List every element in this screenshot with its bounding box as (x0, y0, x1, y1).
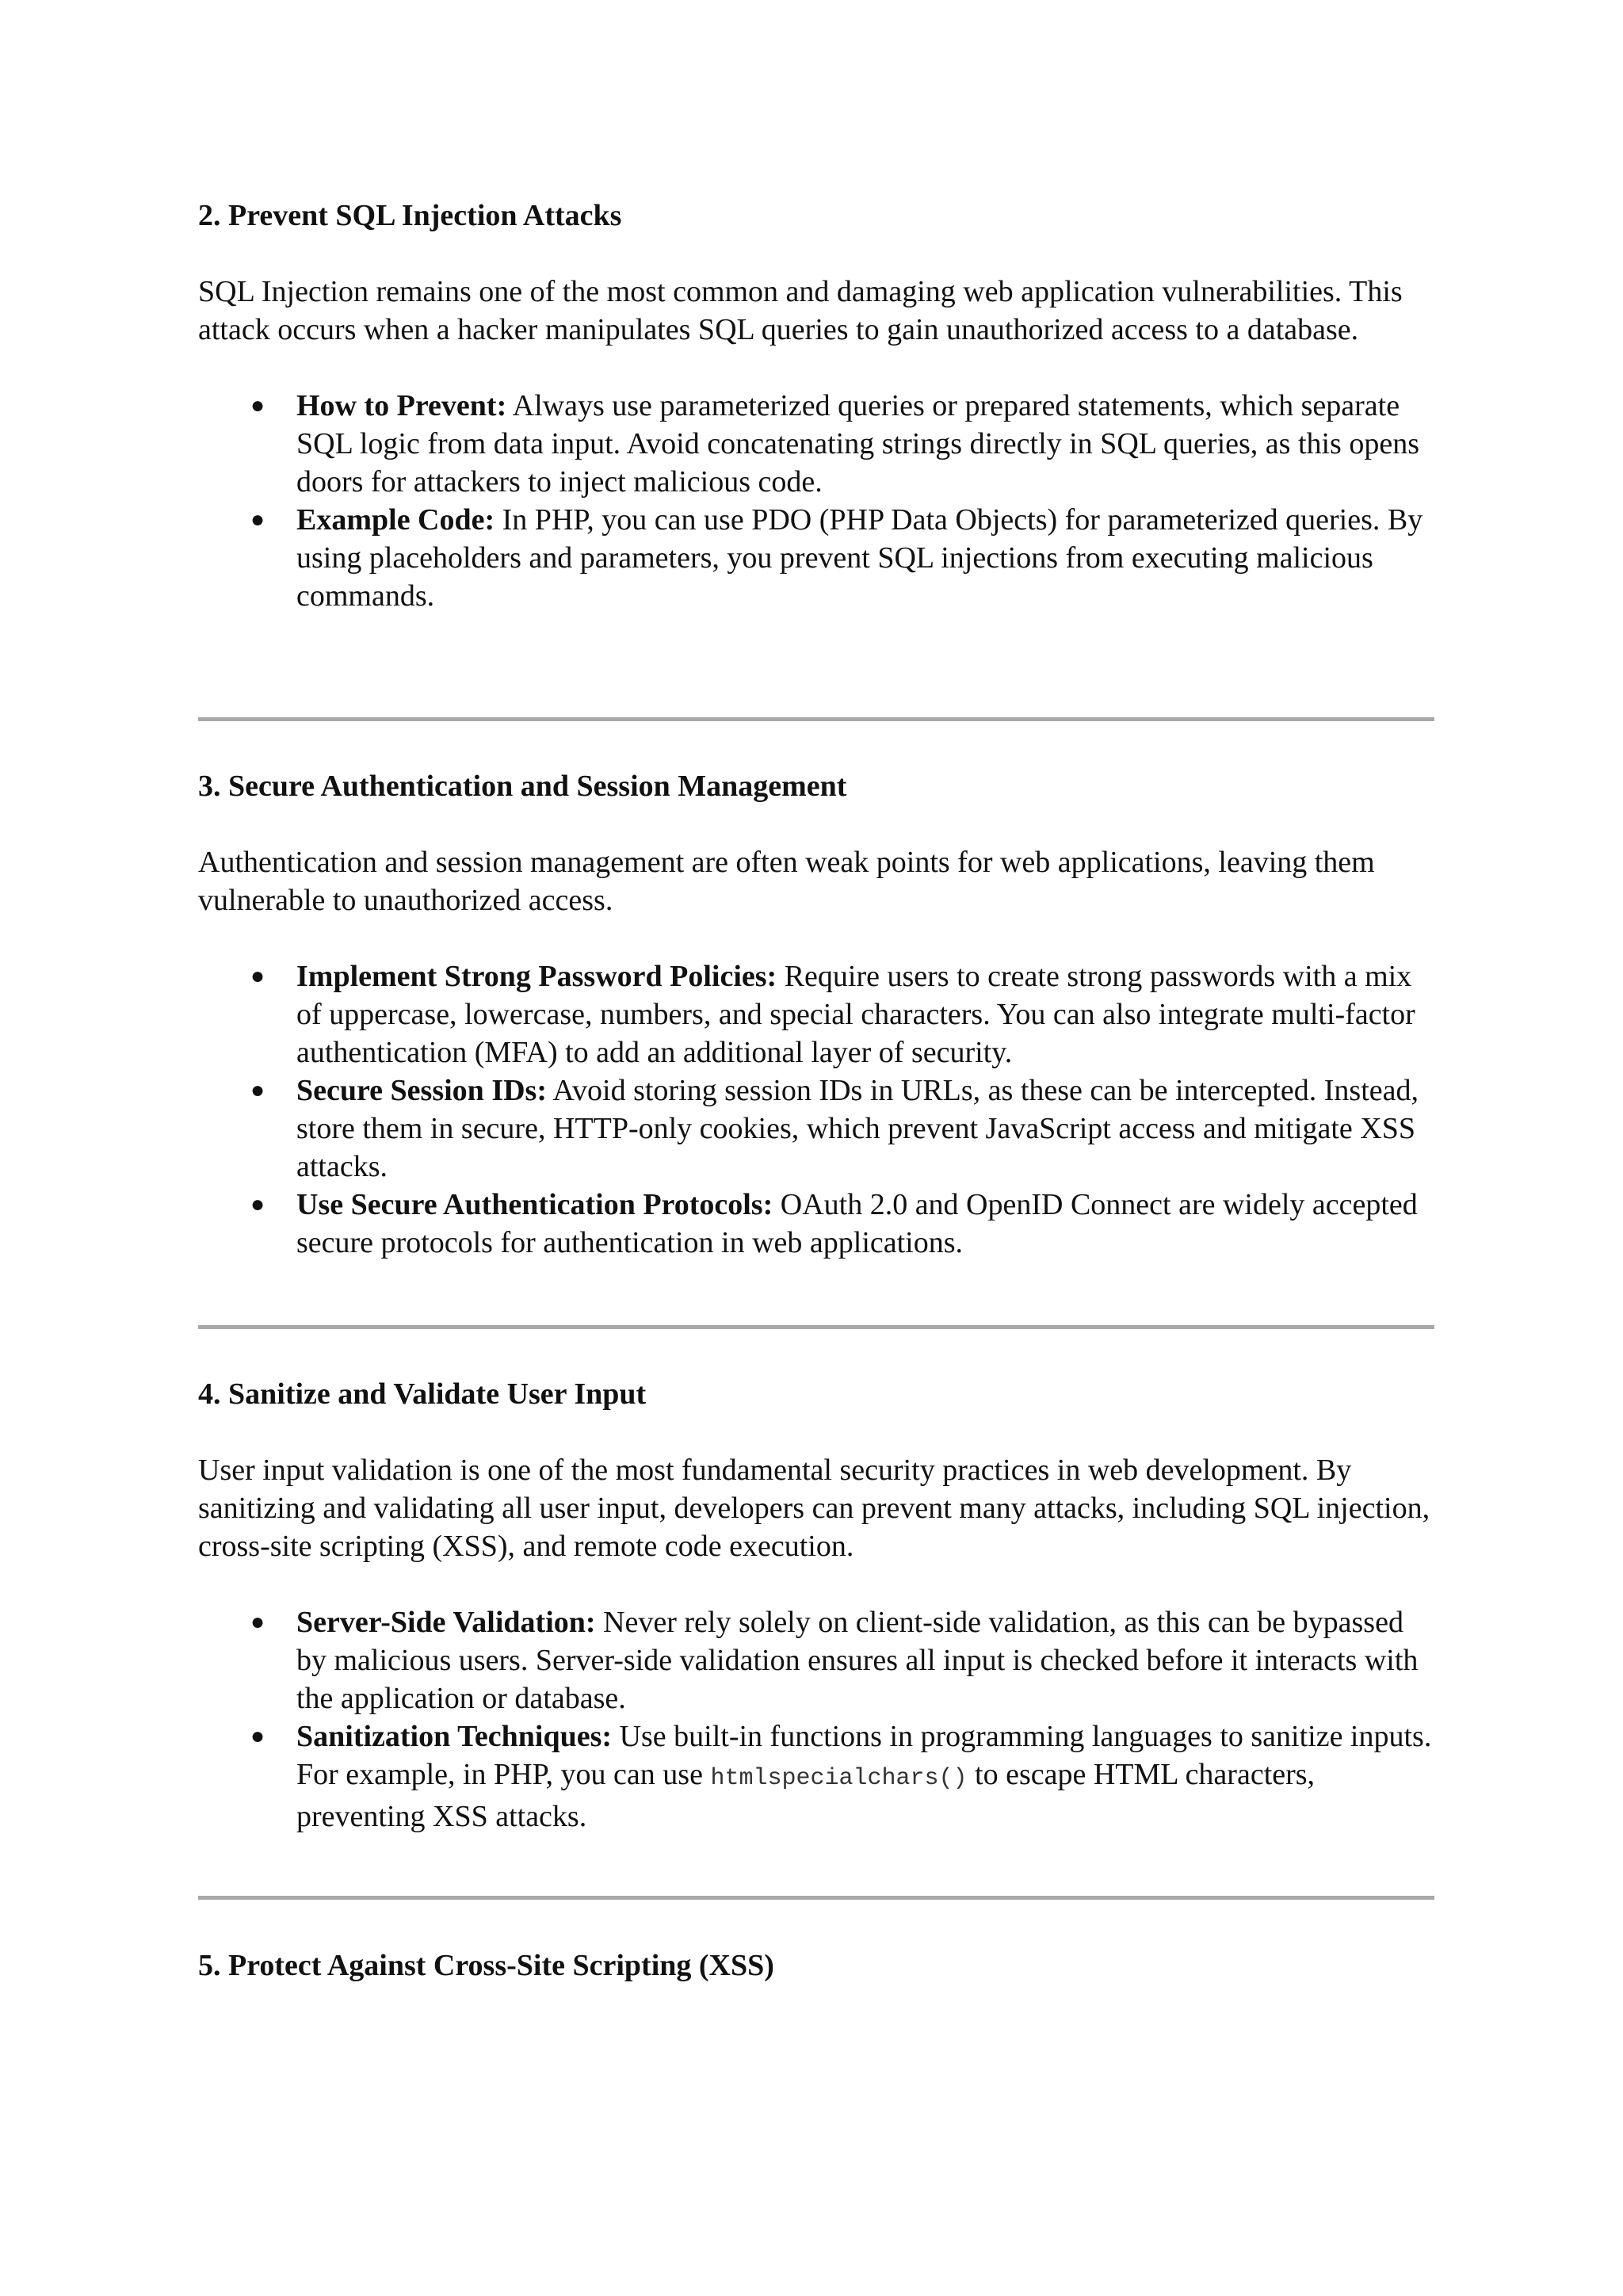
list-item-text: Avoid storing session IDs in URLs, as these can be intercepted. Instead, store them in secure, HTTP-only cookies, which prevent JavaScript access and mitigate XSS attacks. (296, 1074, 1419, 1183)
section-protect-xss (198, 1946, 1434, 1985)
list-item-label: How to Prevent: (296, 389, 507, 422)
section-secure-authentication (198, 767, 1434, 1262)
bullet-icon: ● (250, 1191, 265, 1217)
list-item-text: Use built-in functions in programming languages to sanitize inputs. For example, in PHP, you can use (296, 1720, 1432, 1791)
list-item (198, 1603, 1434, 1717)
list-item-text: OAuth 2.0 and OpenID Connect are widely accepted secure protocols for authentication in web applications. (296, 1188, 1418, 1259)
section-heading: 3. Secure Authentication and Session Management (198, 770, 847, 803)
bullet-list (198, 957, 1434, 1262)
section-paragraph: Authentication and session management are often weak points for web applications, leaving them vulnerable to unauthorized access. (198, 846, 1375, 917)
section-heading: 5. Protect Against Cross-Site Scripting (XSS) (198, 1949, 774, 1982)
bullet-icon: ● (250, 392, 265, 418)
list-item (198, 1072, 1434, 1186)
section-paragraph: SQL Injection remains one of the most common and damaging web application vulnerabilities. This attack occurs when a hacker manipulates SQL queries to gain unauthorized access to a database. (198, 275, 1403, 346)
list-item-label: Secure Session IDs: (296, 1074, 547, 1107)
list-item-text: Never rely solely on client-side validation, as this can be bypassed by malicious users. Server-side validation ensures all input is checked before it interacts with the application or database. (296, 1606, 1419, 1715)
list-item (198, 387, 1434, 501)
section-sanitize-validate-input (198, 1375, 1434, 1836)
list-item-label: Server-Side Validation: (296, 1606, 596, 1639)
section-heading: 4. Sanitize and Validate User Input (198, 1377, 647, 1411)
bullet-list (198, 1603, 1434, 1836)
list-item-text: to escape HTML characters, preventing XSS attacks. (296, 1758, 1316, 1833)
section-heading: 2. Prevent SQL Injection Attacks (198, 199, 622, 232)
list-item (198, 957, 1434, 1072)
list-item (198, 501, 1434, 615)
section-divider (198, 1325, 1434, 1329)
bullet-icon: ● (250, 1723, 265, 1749)
list-item-label: Example Code: (296, 503, 495, 537)
list-item-label: Sanitization Techniques: (296, 1720, 613, 1753)
section-divider (198, 1896, 1434, 1900)
bullet-icon: ● (250, 963, 265, 989)
list-item-text: Always use parameterized queries or prepared statements, which separate SQL logic from data input. Avoid concatenating strings directly in SQL queries, as this opens doors for attackers to inject malicious code. (296, 389, 1420, 499)
bullet-icon: ● (250, 1077, 265, 1103)
bullet-icon: ● (250, 1609, 265, 1635)
list-item-text: Require users to create strong passwords with a mix of uppercase, lowercase, numbers, and special characters. You can also integrate multi-factor authentication (MFA) to add an additional layer of security. (296, 960, 1415, 1069)
list-item (198, 1717, 1434, 1836)
list-item-label: Implement Strong Password Policies: (296, 960, 777, 993)
list-item-text: In PHP, you can use PDO (PHP Data Objects) for parameterized queries. By using placeholders and parameters, you prevent SQL injections from executing malicious commands. (296, 503, 1423, 613)
section-prevent-sql-injection (198, 197, 1434, 615)
section-paragraph: User input validation is one of the most fundamental security practices in web development. By sanitizing and validating all user input, developers can prevent many attacks, including SQL injection, cross-site scripting (XSS), and remote code execution. (198, 1454, 1430, 1563)
bullet-list (198, 387, 1434, 615)
list-item-label: Use Secure Authentication Protocols: (296, 1188, 773, 1221)
list-item (198, 1186, 1434, 1262)
bullet-icon: ● (250, 506, 265, 533)
section-divider (198, 717, 1434, 721)
inline-code: htmlspecialchars() (710, 1765, 968, 1792)
